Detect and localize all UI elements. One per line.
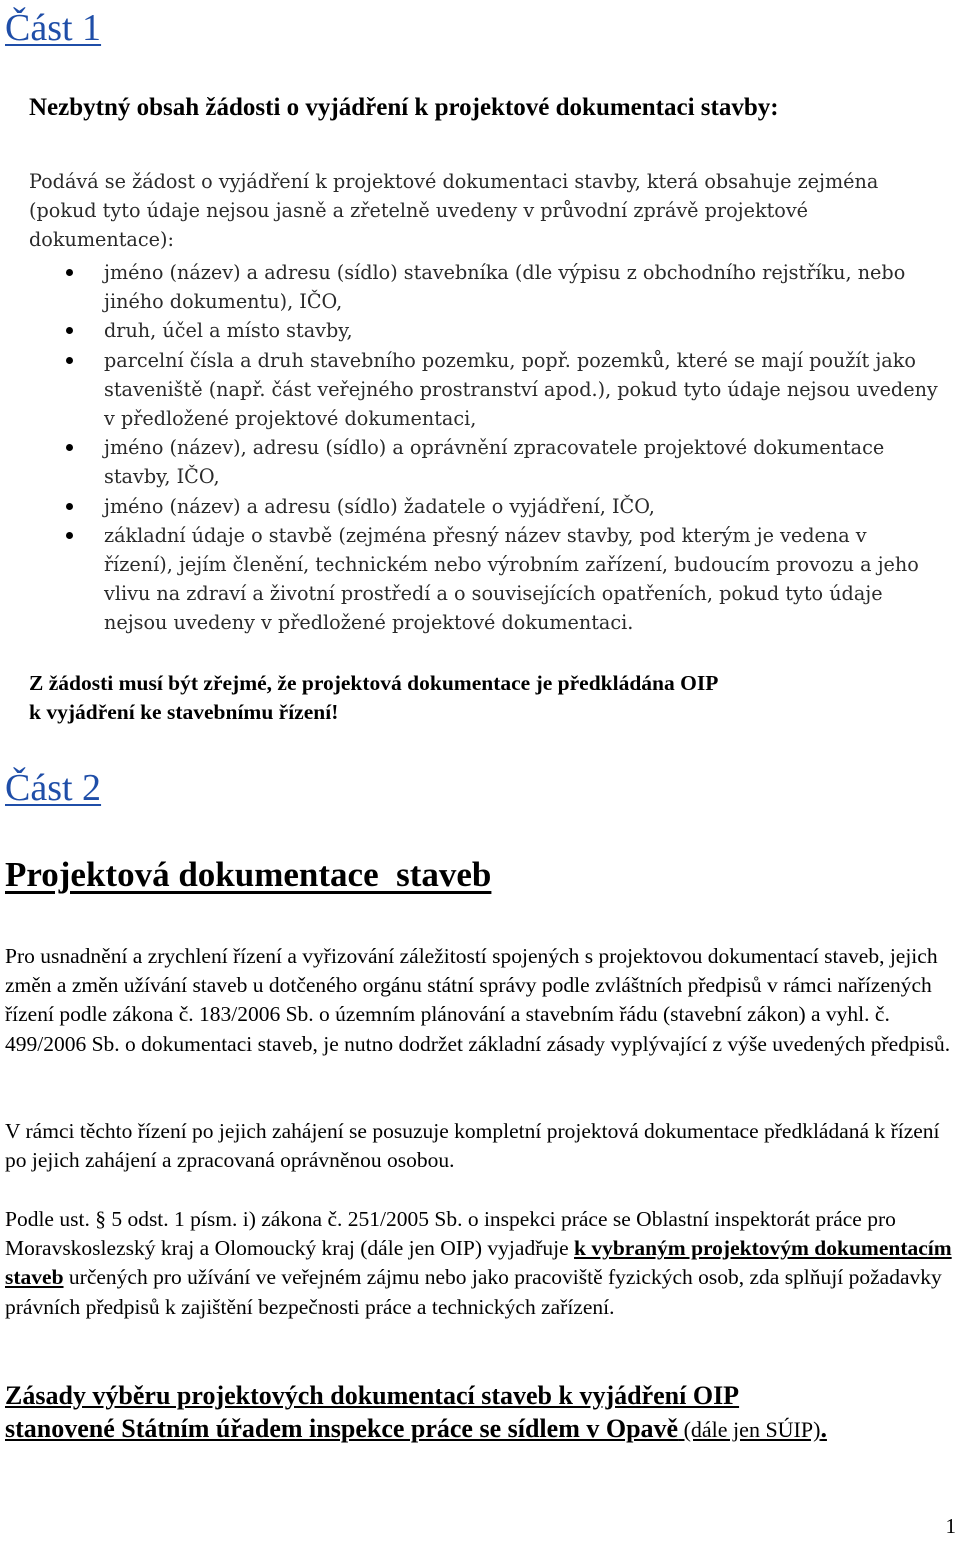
list-item-text: jméno (název) a adresu (sídlo) žadatele o vyjádření, IČO, [104,494,655,518]
list-item-text: parcelní čísla a druh stavebního pozemku, popř. pozemků, které se mají použít jako staveniště (např. část veřejného prostranství apod.), pokud tyto údaje nejsou uvedeny v předložené projektové dokumentaci, [104,348,938,431]
list-item [29,492,939,521]
part2-paragraph-2: V rámci těchto řízení po jejich zahájení se posuzuje kompletní projektová dokumentace předkládaná k řízení po jejich zahájení a zpracovaná oprávněnou osobou. [5,1119,940,1173]
part1-subtitle: Nezbytný obsah žádosti o vyjádření k projektové dokumentaci stavby: [29,94,779,121]
bullet-icon [66,532,73,539]
list-item-text: druh, účel a místo stavby, [104,319,353,343]
paragraph-3-end: určených pro užívání ve veřejném zájmu nebo jako pracoviště fyzických osob, zda splňují požadavky právních předpisů k zajištění bezpečnosti práce a technických zařízení. [5,1265,942,1319]
paragraph-3-emphasis: k vybraným projektovým dokumentacím staveb [5,1236,952,1290]
requirements-list [29,258,939,638]
intro-paragraph: Podává se žádost o vyjádření k projektové dokumentaci stavby, která obsahuje zejména (pokud tyto údaje nejsou jasně a zřetelně uvedeny v průvodní zprávě projektové dokumentace): [29,170,879,252]
part1-note [29,669,929,727]
part1-title: Část 1 [5,7,102,49]
bullet-icon [66,269,73,276]
list-item-text: jméno (název) a adresu (sídlo) stavebníka (dle výpisu z obchodního rejstříku, nebo jiného dokumentu), IČO, [104,261,906,314]
selection-principles-heading [5,1379,957,1446]
bullet-icon [66,503,73,510]
list-item [29,258,939,316]
list-item [29,521,939,638]
list-item-text: jméno (název), adresu (sídlo) a oprávnění zpracovatele projektové dokumentace stavby, IČO, [104,436,885,489]
bullet-icon [66,327,73,334]
part2-subtitle: Projektová dokumentace staveb [5,855,492,894]
bullet-icon [66,444,73,451]
part1-note-line2: k vyjádření ke stavebnímu řízení! [29,700,339,724]
selection-heading-abbr: (dále jen SÚIP) [678,1417,821,1442]
bullet-icon [66,357,73,364]
selection-heading-line1: Zásady výběru projektových dokumentací staveb k vyjádření OIP [5,1381,740,1410]
selection-heading-line2: stanovené Státním úřadem inspekce práce se sídlem v Opavě [5,1414,679,1443]
paragraph-3-start: Podle ust. § 5 odst. 1 písm. i) zákona č. 251/2005 Sb. o inspekci práce se Oblastní inspektorát práce pro Moravskoslezský kraj a Olomoucký kraj (dále jen OIP) vyjadřuje [5,1207,896,1261]
part2-paragraph-1: Pro usnadnění a zrychlení řízení a vyřizování záležitostí spojených s projektovou dokumentací staveb, jejich změn a změn užívání staveb u dotčeného orgánu státní správy podle zvláštních předpisů v rámci nařízených řízení podle zákona č. 183/2006 Sb. o územním plánování a stavebním řádu (stavební zákon) a vyhl. č. 499/2006 Sb. o dokumentaci staveb, je nutno dodržet základní zásady vyplývající z výše uvedených předpisů. [5,944,951,1056]
list-item [29,433,939,491]
list-item-text: základní údaje o stavbě (zejména přesný název stavby, pod kterým je vedena v řízení), jejím členění, technickém nebo výrobním zařízení, budoucím provozu a jeho vlivu na zdraví a životní prostředí a o souvisejících opatřeních, pokud tyto údaje nejsou uvedeny v předložené projektové dokumentaci. [104,523,919,635]
list-item [29,316,939,345]
part2-title: Část 2 [5,767,102,809]
page-number: 1 [945,1514,956,1538]
list-item [29,346,939,434]
selection-heading-end: . [820,1414,827,1443]
part2-paragraph-3 [5,1205,957,1322]
part1-note-line1: Z žádosti musí být zřejmé, že projektová dokumentace je předkládána OIP [29,671,719,695]
